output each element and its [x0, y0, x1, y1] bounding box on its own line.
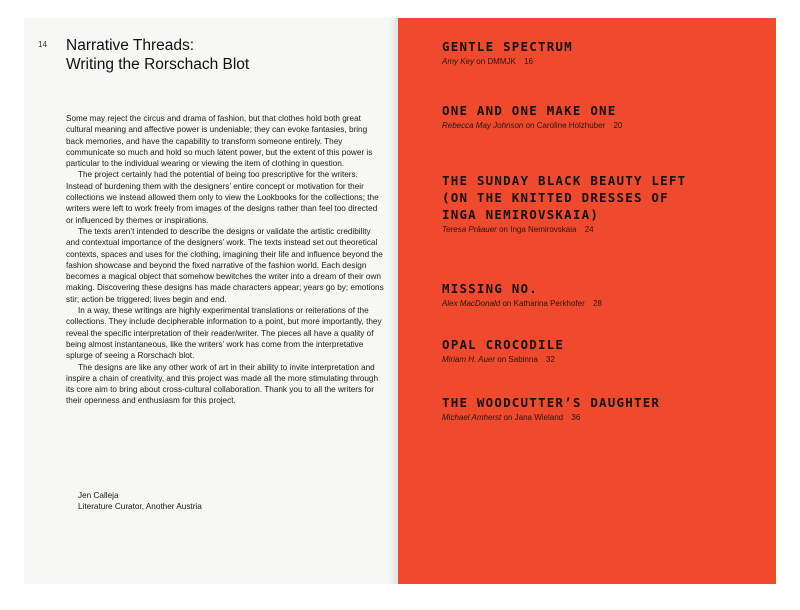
- toc-page-number: 28: [593, 299, 602, 308]
- toc-subject: DMMJK: [487, 57, 516, 66]
- toc-title-line: GENTLE SPECTRUM: [442, 39, 573, 54]
- toc-subject: Jana Wieland: [514, 413, 564, 422]
- essay-paragraph: Some may reject the circus and drama of fashion, but that clothes hold both great cultural meaning and affective power is undeniable; they can evoke fantasies, bring back memories, and have the capability to transform someone entirely. They communicate so much and hold so much latent power, but the extent of this power is particular to the individual wearing or viewing the item of clothing in question.: [66, 114, 373, 169]
- toc-entry-title: [442, 102, 622, 119]
- toc-title-line: THE WOODCUTTER’S DAUGHTER: [442, 395, 661, 410]
- toc-entry: [442, 280, 602, 308]
- toc-author: Teresa Präauer: [442, 225, 497, 234]
- toc-entry-meta: [442, 57, 573, 66]
- toc-title-line: INGA NEMIROVSKAIA): [442, 207, 600, 222]
- toc-page-number: 16: [524, 57, 533, 66]
- toc-subject: Inga Nemirovskaia: [510, 225, 577, 234]
- toc-entry: [442, 394, 660, 422]
- toc-page-number: 32: [546, 355, 555, 364]
- toc-entry: [442, 172, 686, 234]
- toc-entry-title: [442, 172, 686, 223]
- essay-paragraph: The project certainly had the potential of being too prescriptive for the writers. Instead of burdening them with the designers’ entire concept or motivation for their collections we instead allowed them only to view the Lookbooks for the collections; the writers were left to work freely from images of the designs rather than feel too directed or influenced by themes or inspirations.: [66, 170, 379, 225]
- right-page: [398, 18, 776, 584]
- toc-title-line: OPAL CROCODILE: [442, 337, 565, 352]
- toc-entry-meta: [442, 299, 602, 308]
- toc-on-word: on: [502, 299, 512, 308]
- toc-page-number: 20: [613, 121, 623, 130]
- toc-title-line: ONE AND ONE MAKE ONE: [442, 103, 617, 118]
- toc-author: Amy Key: [442, 57, 475, 66]
- essay-paragraph: In a way, these writings are highly experimental translations or reiterations of the collections. They include decipherable information to a point, but more importantly, they reveal the specific interpretation of their reader/writer. The pieces all have a quality of being almost instantaneous, like the writers’ work has come from the interpretative splurge of seeing a Rorschach blot.: [66, 306, 382, 361]
- page-number: 14: [38, 40, 47, 49]
- signature-name: Jen Calleja: [78, 491, 119, 500]
- signature-role: Literature Curator, Another Austria: [78, 502, 202, 512]
- essay-paragraph: The texts aren’t intended to describe the designs or validate the artistic credibility and contextual importance of the designers’ work. The texts instead set out theoretical contexts, spaces and uses for the clothing, imagining their life and influence beyond the fashion showcase and beyond the fixed narrative of the fashion world. Each design becomes a magical object that somehow bewitches the writer into a dream of their own making. Discovering these designs has made characters appear; years go by; emotions stir; action be triggered; lives begin and end.: [66, 226, 384, 304]
- page-title-line: Narrative Threads:: [66, 37, 195, 54]
- toc-entry-title: [442, 394, 660, 411]
- toc-author: Michael Amherst: [442, 413, 502, 422]
- page-title-line: Writing the Rorschach Blot: [66, 56, 250, 73]
- toc-entry: [442, 336, 564, 364]
- toc-entry: [442, 102, 622, 130]
- toc-author: Miriam H. Auer: [442, 355, 496, 364]
- toc-entry-title: [442, 280, 602, 297]
- left-page: [24, 18, 398, 584]
- toc-on-word: on: [476, 57, 486, 66]
- toc-entry-title: [442, 336, 564, 353]
- toc-on-word: on: [503, 413, 513, 422]
- toc-on-word: on: [525, 121, 535, 130]
- toc-entry-meta: [442, 413, 660, 422]
- toc-title-line: (ON THE KNITTED DRESSES OF: [442, 190, 669, 205]
- page-title: [66, 36, 249, 74]
- toc-author: Alex MacDonald: [442, 299, 501, 308]
- essay-body: [66, 113, 384, 407]
- toc-subject: Sabinna: [508, 355, 538, 364]
- toc-title-line: THE SUNDAY BLACK BEAUTY LEFT: [442, 173, 687, 188]
- book-spread: [24, 18, 776, 584]
- toc-subject: Katharina Perkhofer: [513, 299, 585, 308]
- toc-title-line: MISSING NO.: [442, 281, 538, 296]
- toc-entry-meta: [442, 225, 686, 234]
- toc-page-number: 36: [571, 413, 581, 422]
- toc-entry-meta: [442, 121, 622, 130]
- toc-entry-title: [442, 38, 573, 55]
- gutter-shadow: [388, 18, 398, 584]
- toc-on-word: on: [497, 355, 507, 364]
- toc-subject: Caroline Holzhuber: [536, 121, 606, 130]
- toc-entry: [442, 38, 573, 66]
- signature-block: [78, 490, 202, 513]
- essay-paragraph: The designs are like any other work of art in their ability to invite interpretation and inspire a chain of creativity, and this project was made all the more stimulating through its core aim to bring about cross-cultural collaboration. Thank you to all the writers for their openness and enthusiasm for this project.: [66, 362, 379, 406]
- toc-entry-meta: [442, 355, 564, 364]
- toc-page-number: 24: [584, 225, 594, 234]
- toc-author: Rebecca May Johnson: [442, 121, 524, 130]
- toc-on-word: on: [499, 225, 508, 234]
